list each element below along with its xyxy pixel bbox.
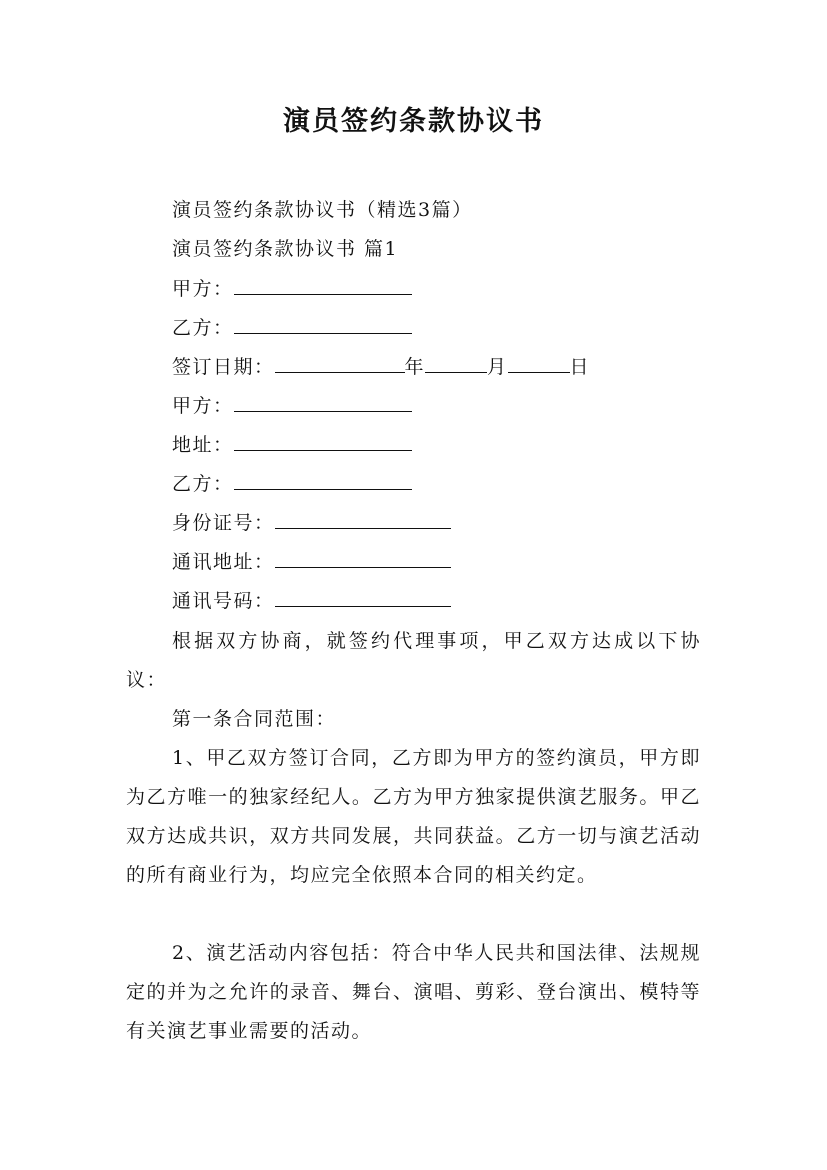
document-title: 演员签约条款协议书 [283, 106, 544, 137]
clause-2: 2、演艺活动内容包括：符合中华人民共和国法律、法规规定的并为之允许的录音、舞台、演唱、剪彩、登台演出、模特等有关演艺事业需要的活动。 [126, 942, 701, 1042]
phone-field [172, 586, 451, 616]
party-a-label: 甲方： [172, 278, 234, 300]
year-label: 年 [404, 356, 426, 378]
party-b-blank [234, 313, 412, 334]
party-b-blank-2 [234, 469, 412, 490]
party-a-label-2: 甲方： [172, 395, 234, 417]
phone-blank [275, 586, 451, 607]
sign-date-field [172, 352, 590, 382]
party-a-blank-2 [234, 391, 412, 412]
sign-date-label: 签订日期： [172, 356, 275, 378]
intro-paragraph: 根据双方协商，就签约代理事项，甲乙双方达成以下协议： [126, 630, 701, 691]
address-label: 地址： [172, 434, 234, 456]
party-b-label: 乙方： [172, 317, 234, 339]
clause-1: 1、甲乙双方签订合同，乙方即为甲方的签约演员，甲方即为乙方唯一的独家经纪人。乙方为甲方独家提供演艺服务。甲乙双方达成共识，双方共同发展，共同获益。乙方一切与演艺活动的所有商业行为，均应完全依照本合同的相关约定。 [126, 747, 701, 886]
party-a-blank [234, 274, 412, 295]
year-blank [275, 352, 405, 373]
phone-label: 通讯号码： [172, 590, 275, 612]
id-number-blank [275, 508, 451, 529]
day-label: 日 [569, 356, 591, 378]
article1-heading: 第一条合同范围： [172, 708, 337, 730]
party-b-field-2 [172, 469, 412, 499]
address-blank [234, 430, 412, 451]
mail-address-label: 通讯地址： [172, 551, 275, 573]
month-label: 月 [487, 356, 508, 378]
party-a-field-2 [172, 391, 412, 421]
day-blank [508, 352, 570, 373]
party-b-field [172, 313, 412, 343]
id-number-field [172, 508, 451, 538]
party-b-label-2: 乙方： [172, 473, 234, 495]
party-a-field [172, 274, 412, 304]
mail-address-blank [275, 547, 451, 568]
subtitle: 演员签约条款协议书（精选3篇） [172, 199, 473, 221]
id-number-label: 身份证号： [172, 512, 275, 534]
address-field [172, 430, 412, 460]
section-heading: 演员签约条款协议书 篇1 [172, 238, 399, 260]
mail-address-field [172, 547, 451, 577]
month-blank [425, 352, 487, 373]
